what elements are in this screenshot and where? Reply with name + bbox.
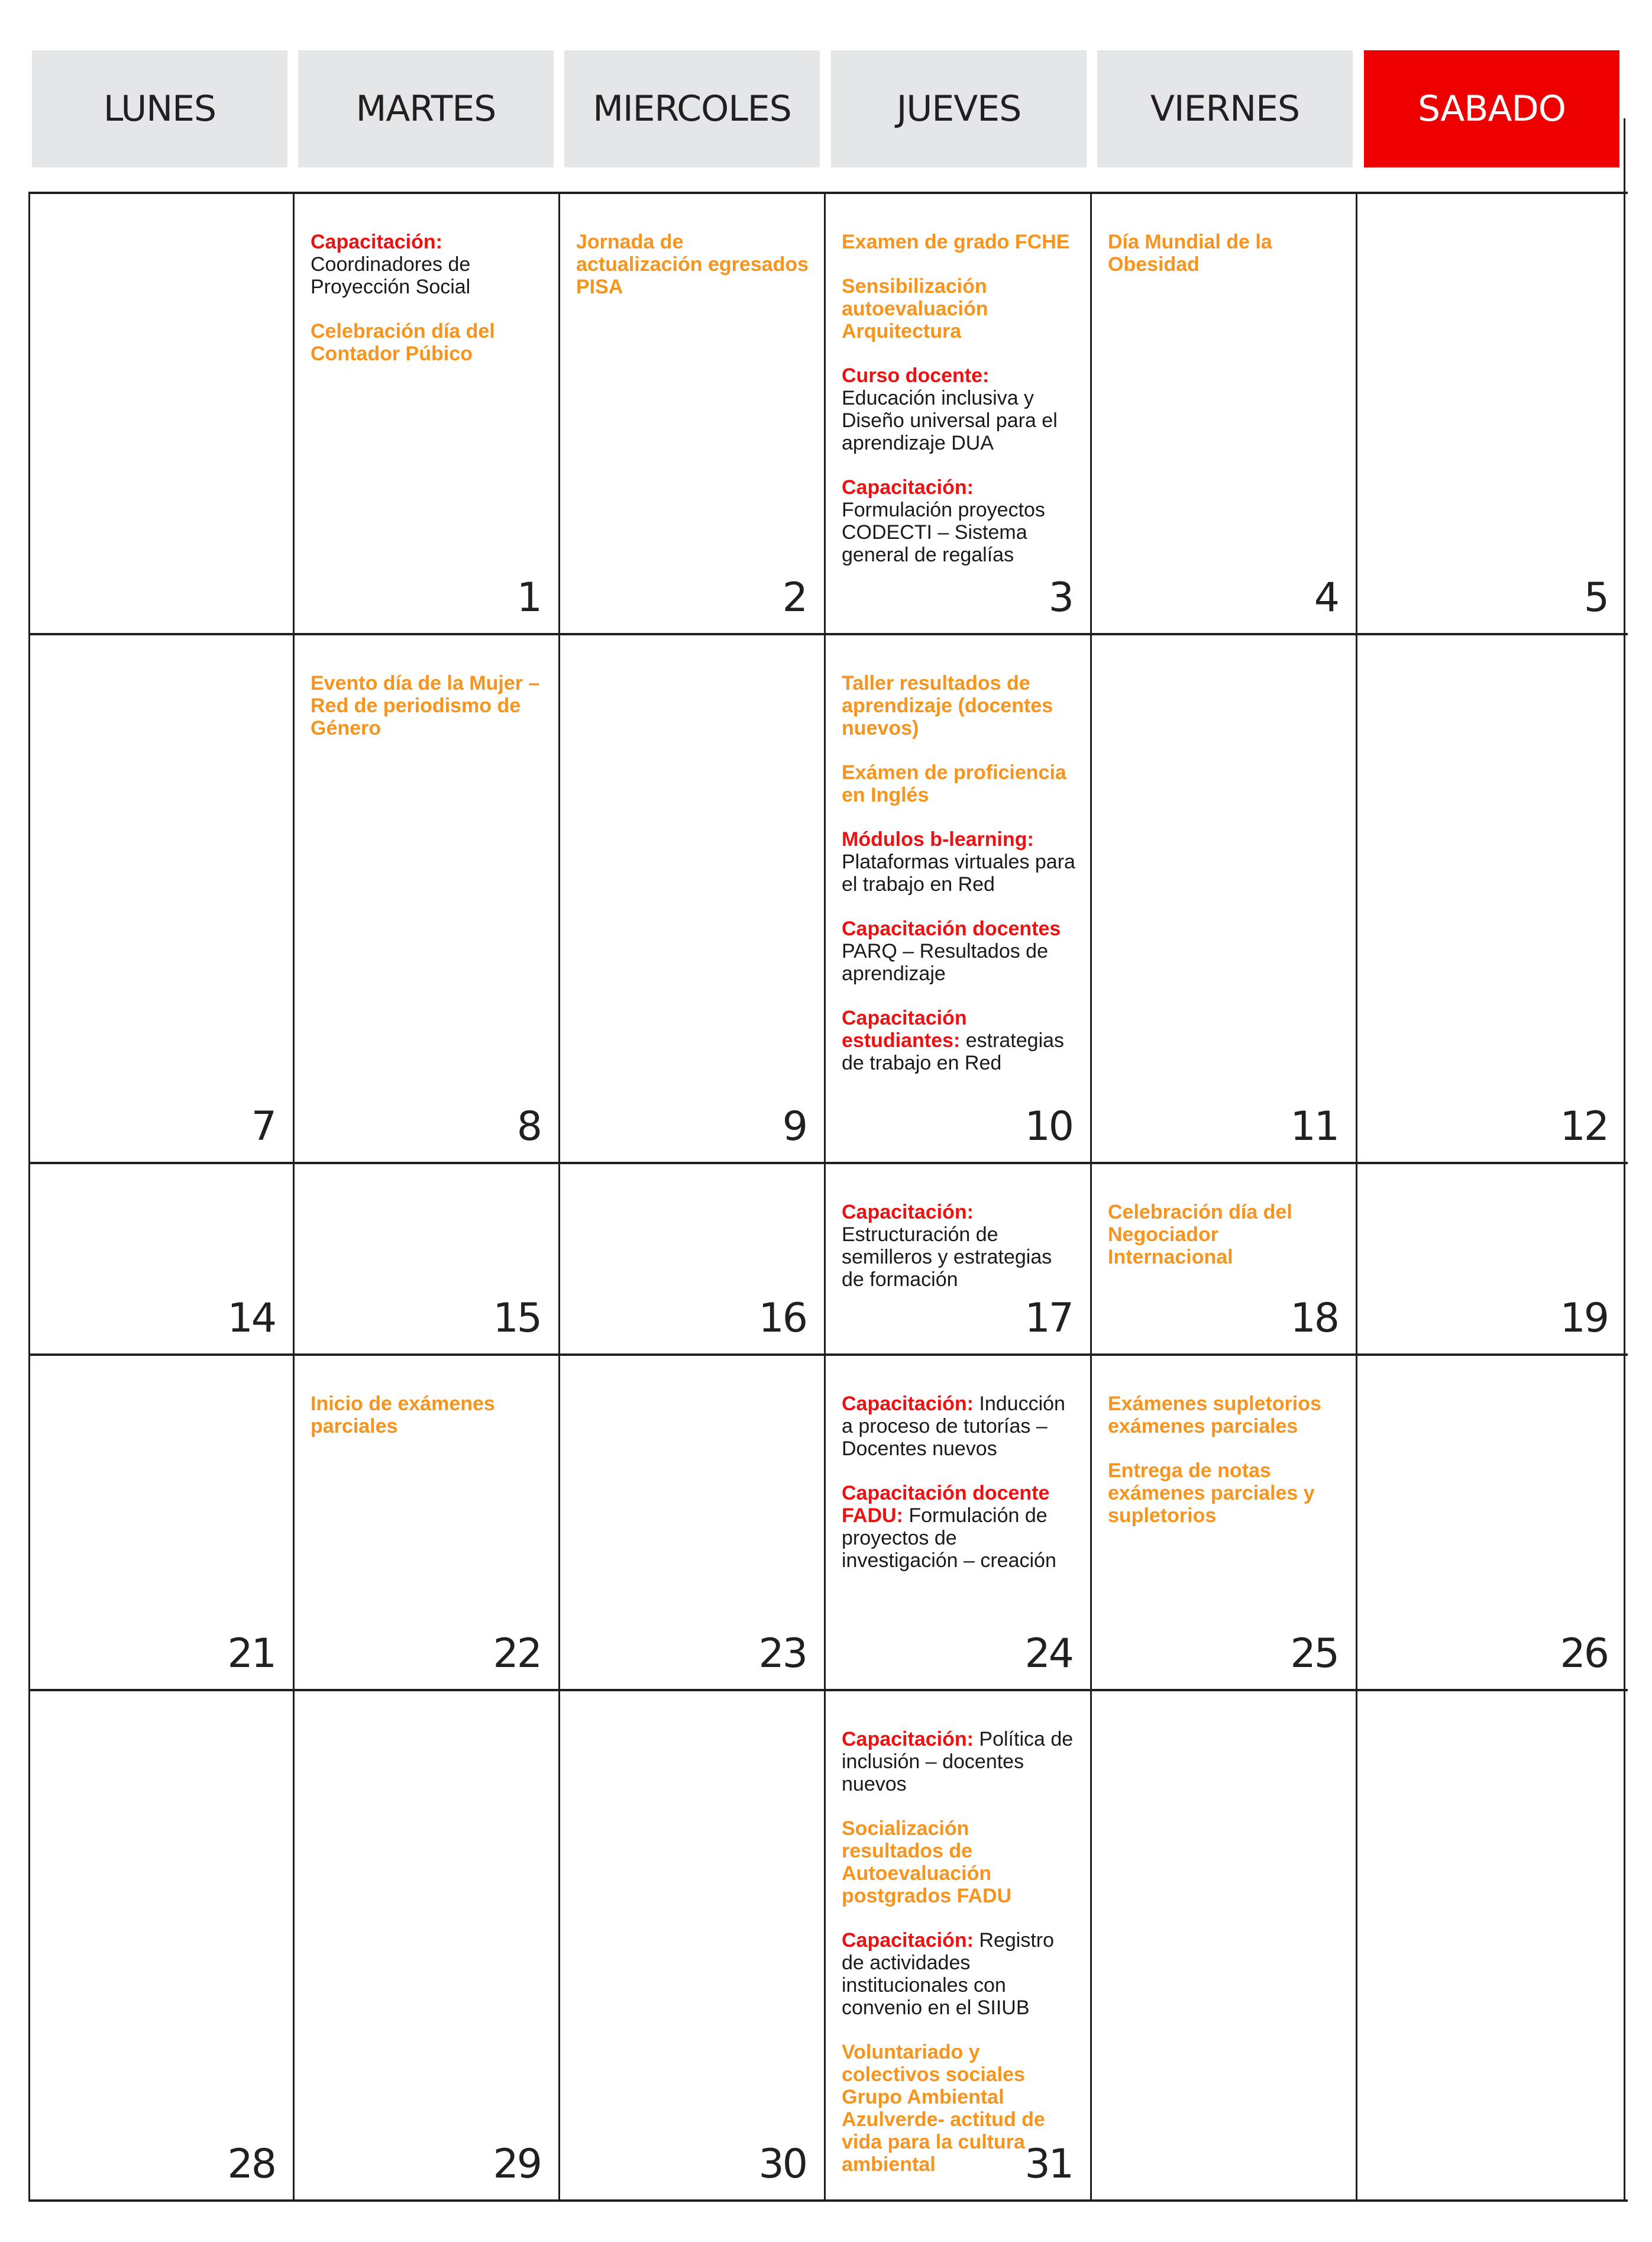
day-number: 25 <box>1290 1630 1338 1677</box>
event-item <box>311 231 544 298</box>
day-number: 1 <box>516 574 541 621</box>
day-number: 28 <box>227 2141 275 2188</box>
event-text: Política de inclusión – docentes nuevos <box>842 1728 1074 1795</box>
day-cell[interactable] <box>1090 1162 1356 1353</box>
event-list <box>842 672 1076 1074</box>
day-cell[interactable] <box>1356 1689 1625 2199</box>
day-number: 3 <box>1048 574 1072 621</box>
day-cell[interactable] <box>28 1353 293 1689</box>
event-text: Plataformas virtuales para el trabajo en Red <box>842 851 1075 896</box>
event-label: Módulos b-learning: <box>842 828 1034 851</box>
day-cell[interactable] <box>293 192 558 633</box>
day-number: 2 <box>782 574 806 621</box>
event-list <box>311 231 544 365</box>
day-number: 8 <box>516 1103 541 1150</box>
day-number: 15 <box>493 1295 541 1342</box>
day-cell[interactable] <box>824 633 1090 1162</box>
event-item: Día Mundial de la Obesidad <box>1108 231 1272 276</box>
header-lunes: LUNES <box>32 50 287 167</box>
day-cell[interactable] <box>824 1162 1090 1353</box>
day-cell[interactable] <box>824 192 1090 633</box>
event-text: estrategias de trabajo en Red <box>842 1029 1065 1074</box>
day-number: 4 <box>1314 574 1338 621</box>
event-label: Capacitación: <box>311 231 442 253</box>
event-list <box>1108 231 1341 276</box>
day-number: 22 <box>493 1630 541 1677</box>
event-label: Curso docente: <box>842 364 990 387</box>
event-item: Taller resultados de aprendizaje (docentes nuevos) <box>842 672 1053 739</box>
day-cell[interactable] <box>824 1689 1090 2199</box>
day-cell[interactable] <box>558 1162 824 1353</box>
day-cell[interactable] <box>558 192 824 633</box>
grid-line <box>28 2199 1628 2202</box>
day-cell[interactable] <box>28 633 293 1162</box>
event-list <box>576 231 810 298</box>
event-label: Capacitación: <box>842 1393 974 1415</box>
event-text: PARQ – Resultados de aprendizaje <box>842 940 1048 985</box>
event-item: Socialización resultados de Autoevaluación postgrados FADU <box>842 1817 1012 1907</box>
event-label: Capacitación estudiantes: <box>842 1007 967 1052</box>
event-item: Entrega de notas exámenes parciales y supletorios <box>1108 1459 1315 1527</box>
event-text: Inducción a proceso de tutorías – Docentes nuevos <box>842 1393 1065 1460</box>
event-item: Examen de grado FCHE <box>842 231 1070 253</box>
day-cell[interactable] <box>293 1689 558 2199</box>
day-number: 31 <box>1024 2141 1072 2188</box>
day-number: 9 <box>782 1103 806 1150</box>
event-label: Capacitación: <box>842 1929 974 1952</box>
event-item <box>842 1482 1076 1572</box>
event-item <box>842 828 1076 896</box>
event-item <box>842 1393 1076 1460</box>
day-number: 18 <box>1290 1295 1338 1342</box>
day-number: 19 <box>1560 1295 1608 1342</box>
event-list <box>1108 1393 1341 1527</box>
header-miercoles: MIERCOLES <box>564 50 820 167</box>
event-item: Inicio de exámenes parciales <box>311 1393 495 1437</box>
day-cell[interactable] <box>558 1353 824 1689</box>
event-label: Capacitación docentes <box>842 918 1061 940</box>
day-cell[interactable] <box>558 1689 824 2199</box>
event-item: Jornada de actualización egresados PISA <box>576 231 809 298</box>
day-number: 12 <box>1560 1103 1608 1150</box>
day-cell[interactable] <box>1090 1689 1356 2199</box>
day-cell[interactable] <box>558 633 824 1162</box>
day-cell[interactable] <box>1090 1353 1356 1689</box>
event-text: Educación inclusiva y Diseño universal para el aprendizaje DUA <box>842 387 1058 454</box>
event-list <box>311 1393 544 1437</box>
event-item: Exámen de proficiencia en Inglés <box>842 761 1066 806</box>
day-number: 17 <box>1024 1295 1072 1342</box>
event-list <box>842 1393 1076 1572</box>
day-number: 11 <box>1290 1103 1338 1150</box>
event-list <box>1108 1201 1341 1268</box>
event-text: Formulación proyectos CODECTI – Sistema general de regalías <box>842 499 1045 566</box>
event-item: Evento día de la Mujer – Red de periodismo de Género <box>311 672 540 739</box>
day-cell[interactable] <box>824 1353 1090 1689</box>
event-label: Capacitación docente FADU: <box>842 1482 1050 1527</box>
day-number: 21 <box>227 1630 275 1677</box>
event-item <box>842 1929 1076 2019</box>
event-item <box>842 1007 1076 1074</box>
day-cell[interactable] <box>1356 1353 1625 1689</box>
event-item: Exámenes supletorios exámenes parciales <box>1108 1393 1321 1437</box>
event-label: Capacitación: <box>842 1728 974 1750</box>
day-cell[interactable] <box>1356 633 1625 1162</box>
day-cell[interactable] <box>1090 192 1356 633</box>
day-cell[interactable] <box>293 633 558 1162</box>
day-number: 7 <box>251 1103 275 1150</box>
event-list <box>842 1201 1076 1291</box>
day-number: 24 <box>1024 1630 1072 1677</box>
event-list <box>842 1728 1076 2176</box>
event-list <box>311 672 544 739</box>
day-number: 10 <box>1024 1103 1072 1150</box>
event-item: Celebración día del Contador Púbico <box>311 320 495 365</box>
event-item: Sensibilización autoevaluación Arquitectura <box>842 275 988 343</box>
day-cell[interactable] <box>28 1162 293 1353</box>
day-cell[interactable] <box>293 1353 558 1689</box>
event-item <box>842 364 1076 454</box>
day-number: 29 <box>493 2141 541 2188</box>
header-viernes: VIERNES <box>1097 50 1353 167</box>
event-item: Celebración día del Negociador Internacional <box>1108 1201 1292 1268</box>
day-number: 14 <box>227 1295 275 1342</box>
event-item <box>842 476 1076 566</box>
event-text: Formulación de proyectos de investigación – creación <box>842 1504 1056 1572</box>
header-martes: MARTES <box>298 50 554 167</box>
day-cell[interactable] <box>28 192 293 633</box>
event-item <box>842 1728 1076 1795</box>
event-item: Voluntariado y colectivos sociales Grupo Ambiental Azulverde- actitud de vida para la cultura ambiental <box>842 2041 1045 2176</box>
day-number: 23 <box>758 1630 806 1677</box>
day-number: 16 <box>758 1295 806 1342</box>
event-list <box>842 231 1076 566</box>
day-number: 26 <box>1560 1630 1608 1677</box>
event-item <box>842 1201 1076 1291</box>
day-number: 5 <box>1583 574 1608 621</box>
event-text: Estructuración de semilleros y estrategias de formación <box>842 1223 1052 1291</box>
day-cell[interactable] <box>28 1689 293 2199</box>
day-cell[interactable] <box>1090 633 1356 1162</box>
day-cell[interactable] <box>1356 192 1625 633</box>
event-text: Registro de actividades institucionales con convenio en el SIIUB <box>842 1929 1055 2019</box>
event-label: Capacitación: <box>842 476 974 499</box>
event-item <box>842 918 1076 985</box>
event-label: Capacitación: <box>842 1201 974 1223</box>
header-sabado: SABADO <box>1364 50 1619 167</box>
day-number: 30 <box>758 2141 806 2188</box>
header-jueves: JUEVES <box>831 50 1087 167</box>
day-cell[interactable] <box>293 1162 558 1353</box>
day-cell[interactable] <box>1356 1162 1625 1353</box>
event-text: Coordinadores de Proyección Social <box>311 253 471 298</box>
